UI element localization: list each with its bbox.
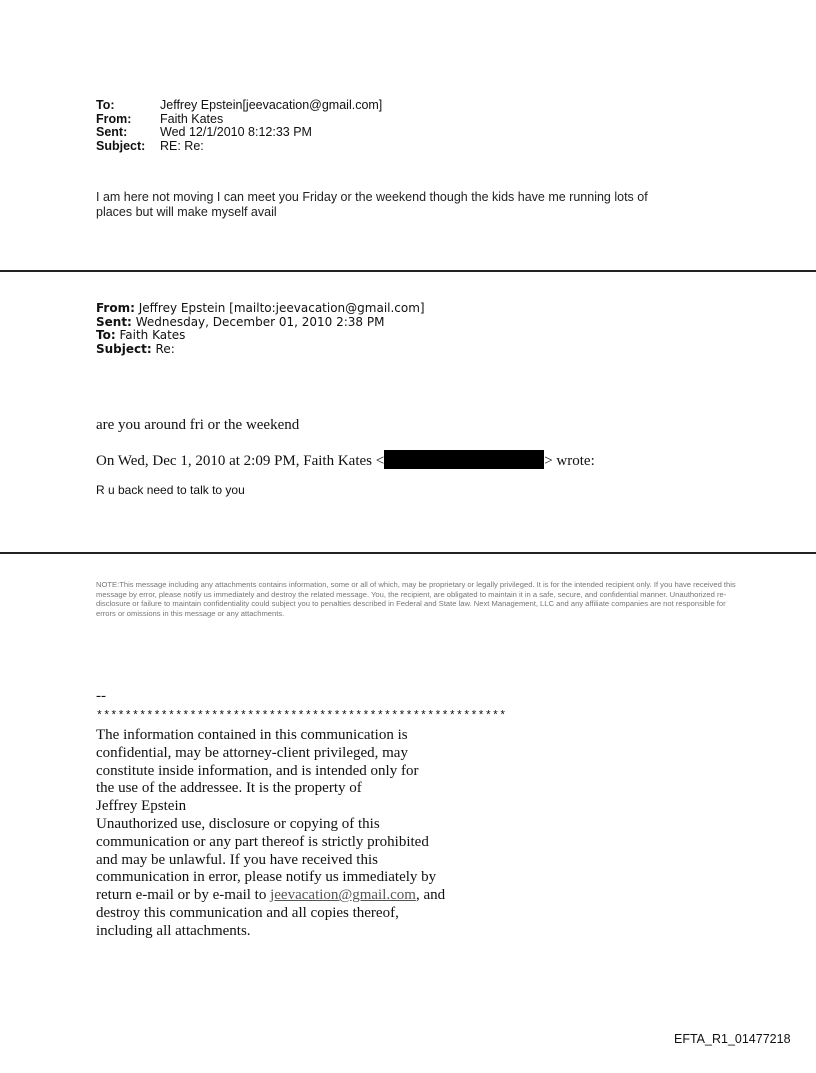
legal-notice: NOTE:This message including any attachments contains information, some or all of which, may be proprietary or legally privileged. It is for the intended recipient only. If you have received this message by error, please notify us immediately and destroy the related message. You, the recipient, are obligated to maintain it in a safe, secure, and confidential manner. Unauthorized re-disclosure or failure to maintain confidentiality could subject you to penalties described in Federal and State law. Next Management, LLC and any affiliate companies are not responsible for errors or omissions in this message or any attachments. (96, 580, 736, 618)
confidentiality-notice (96, 727, 516, 941)
original-message: R u back need to talk to you (96, 483, 245, 497)
on-suffix: > wrote: (544, 453, 595, 469)
return-prefix: return e-mail or by e-mail to (96, 887, 271, 904)
document-id: EFTA_R1_01477218 (674, 1032, 791, 1046)
sent-label: Sent: (96, 125, 128, 139)
from-value: Faith Kates (160, 111, 224, 126)
from-row (96, 113, 382, 127)
conf-line: The information contained in this communication is (96, 727, 408, 743)
reply-body (96, 190, 648, 219)
quoted-to-label: To: (96, 328, 116, 342)
quoted-subject-value: Re: (155, 341, 175, 356)
conf-line: constitute inside information, and is intended only for (96, 762, 419, 779)
quoted-sent-value: Wednesday, December 01, 2010 2:38 PM (135, 314, 385, 329)
return-suffix: , and (415, 887, 446, 904)
reply-line-2: places but will make myself avail (96, 204, 277, 219)
subject-row (96, 140, 382, 154)
quoted-subject-label: Subject: (96, 341, 152, 356)
email-header (96, 99, 382, 153)
from-label: From: (96, 111, 132, 126)
conf-line: including all attachments. (96, 922, 251, 939)
quoted-to-row (96, 329, 425, 343)
divider-2 (0, 552, 816, 554)
quoted-from-row (96, 302, 425, 316)
quoted-from-value: Jeffrey Epstein [mailto:jeevacation@gmail.com] (138, 301, 425, 315)
to-row (96, 99, 382, 113)
subject-label: Subject: (96, 138, 146, 153)
conf-line: destroy this communication and all copies thereof, (96, 904, 399, 921)
on-prefix: On Wed, Dec 1, 2010 at 2:09 PM, Faith Kates < (96, 453, 385, 469)
signature-dashes: -- (96, 688, 106, 704)
conf-return-line (96, 887, 516, 905)
sent-row (96, 126, 382, 140)
divider-1 (0, 270, 816, 272)
redaction-block (384, 450, 544, 469)
quoted-to-value: Faith Kates (119, 328, 186, 342)
quoted-header (96, 302, 425, 356)
conf-line: confidential, may be attorney-client privileged, may (96, 744, 408, 761)
on-wrote-line (96, 450, 595, 470)
quoted-message: are you around fri or the weekend (96, 417, 300, 433)
conf-line: Unauthorized use, disclosure or copying of this (96, 815, 380, 832)
signature-stars: ********************************************************* (96, 710, 507, 723)
conf-line: communication in error, please notify us immediately by (96, 869, 437, 886)
quoted-from-label: From: (96, 301, 135, 315)
conf-line: and may be unlawful. If you have received this (96, 851, 378, 868)
quoted-subject-row (96, 343, 425, 357)
email-link[interactable]: jeevacation@gmail.com (270, 887, 416, 904)
quoted-sent-row (96, 316, 425, 330)
subject-value: RE: Re: (160, 138, 204, 153)
conf-line: the use of the addressee. It is the property of (96, 780, 362, 797)
quoted-sent-label: Sent: (96, 314, 132, 329)
to-value: Jeffrey Epstein[jeevacation@gmail.com] (160, 98, 383, 112)
conf-line: communication or any part thereof is strictly prohibited (96, 833, 429, 850)
reply-line-1: I am here not moving I can meet you Friday or the weekend though the kids have me running lots of (96, 190, 648, 204)
sent-value: Wed 12/1/2010 8:12:33 PM (160, 125, 312, 139)
to-label: To: (96, 98, 115, 112)
conf-line: Jeffrey Epstein (96, 798, 187, 815)
